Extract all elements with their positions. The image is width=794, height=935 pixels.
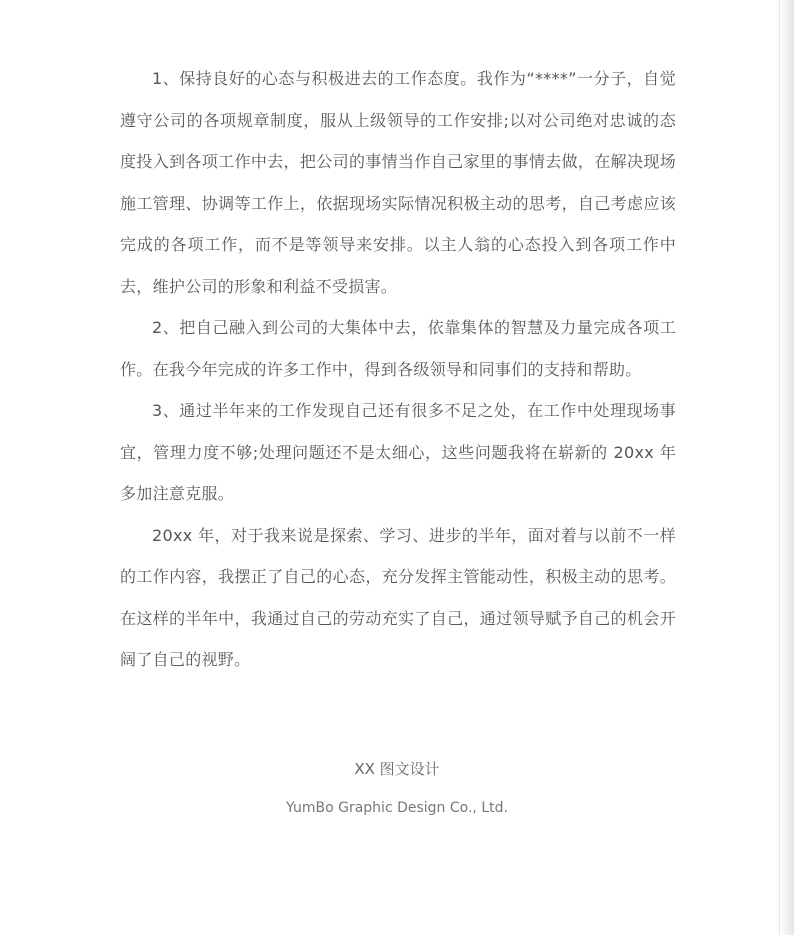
paragraph-4: 20xx 年，对于我来说是探索、学习、进步的半年，面对着与以前不一样的工作内容，我摆正了自己的心态，充分发挥主管能动性，积极主动的思考。在这样的半年中，我通过自己的劳动充实了自己，通过领导赋予自己的机会开阔了自己的视野。 xyxy=(120,525,676,669)
company-name-en: YumBo Graphic Design Co., Ltd. xyxy=(286,800,508,816)
paragraph-2: 2、把自己融入到公司的大集体中去，依靠集体的智慧及力量完成各项工作。在我今年完成的许多工作中，得到各级领导和同事们的支持和帮助。 xyxy=(120,318,676,379)
document-body xyxy=(120,58,676,681)
company-name-cn: XX 图文设计 xyxy=(354,760,440,778)
page-edge-shadow xyxy=(779,0,794,935)
paragraph-1: 1、保持良好的心态与积极进去的工作态度。我作为“****”一分子，自觉遵守公司的各项规章制度，服从上级领导的工作安排;以对公司绝对忠诚的态度投入到各项工作中去，把公司的事情当作自己家里的事情去做，在解决现场施工管理、协调等工作上，依据现场实际情况积极主动的思考，自己考虑应该完成的各项工作，而不是等领导来安排。以主人翁的心态投入到各项工作中去，维护公司的形象和利益不受损害。 xyxy=(120,69,676,296)
paragraph-3: 3、通过半年来的工作发现自己还有很多不足之处，在工作中处理现场事宜，管理力度不够;处理问题还不是太细心，这些问题我将在崭新的 20xx 年多加注意克服。 xyxy=(120,401,676,503)
